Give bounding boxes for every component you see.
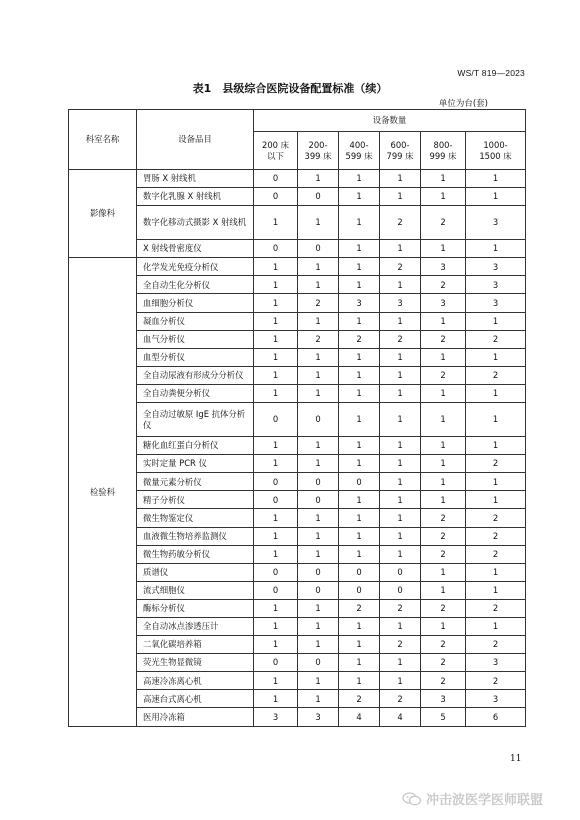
value-cell: 2 [298, 330, 339, 348]
value-cell: 3 [466, 206, 526, 240]
value-cell: 3 [254, 708, 298, 726]
table-row [69, 509, 526, 527]
table-row [69, 636, 526, 654]
table-title: 表1 县级综合医院设备配置标准（续） [192, 82, 388, 95]
bed-col-line: 200 床 [261, 140, 290, 150]
value-cell: 1 [380, 654, 421, 672]
value-cell: 0 [254, 403, 298, 437]
value-cell: 0 [298, 403, 339, 437]
item-cell: 数字化移动式摄影 X 射线机 [137, 206, 254, 240]
value-cell: 2 [421, 509, 466, 527]
value-cell: 2 [466, 509, 526, 527]
value-cell: 0 [298, 240, 339, 258]
value-cell: 0 [339, 473, 380, 491]
unit-label: 单位为台(套) [438, 99, 488, 109]
bed-col-line: 以下 [267, 150, 284, 161]
item-cell: 高速台式离心机 [137, 690, 254, 708]
value-cell: 0 [298, 654, 339, 672]
value-cell: 1 [380, 276, 421, 294]
standard-code: WS/T 819—2023 [457, 68, 525, 78]
value-cell: 1 [298, 509, 339, 527]
item-cell: 全自动尿液有形成分分析仪 [137, 366, 254, 384]
value-cell: 1 [466, 312, 526, 330]
value-cell: 1 [421, 563, 466, 581]
value-cell: 1 [380, 491, 421, 509]
value-cell: 1 [466, 491, 526, 509]
value-cell: 0 [298, 491, 339, 509]
value-cell: 1 [421, 403, 466, 437]
value-cell: 4 [339, 708, 380, 726]
value-cell: 1 [380, 312, 421, 330]
item-cell: 微生物鉴定仪 [137, 509, 254, 527]
table-row [69, 366, 526, 384]
value-cell: 1 [298, 384, 339, 402]
item-cell: 血型分析仪 [137, 348, 254, 366]
bed-col-line: 800- [433, 140, 453, 150]
value-cell: 1 [254, 509, 298, 527]
bed-col-header [421, 132, 466, 170]
value-cell: 3 [298, 708, 339, 726]
value-cell: 3 [466, 690, 526, 708]
bed-col-header [466, 132, 526, 170]
table-row [69, 403, 526, 437]
item-cell: 高速冷冻离心机 [137, 672, 254, 690]
value-cell: 1 [254, 206, 298, 240]
value-cell: 1 [421, 455, 466, 473]
value-cell: 1 [254, 294, 298, 312]
value-cell: 1 [339, 258, 380, 276]
value-cell: 1 [421, 348, 466, 366]
table-row [69, 654, 526, 672]
value-cell: 0 [254, 170, 298, 188]
table-row [69, 330, 526, 348]
value-cell: 2 [466, 366, 526, 384]
item-cell: 全自动粪便分析仪 [137, 384, 254, 402]
dept-cell: 检验科 [69, 258, 137, 726]
value-cell: 1 [298, 366, 339, 384]
value-cell: 1 [254, 545, 298, 563]
bed-col-header [298, 132, 339, 170]
value-cell: 1 [339, 636, 380, 654]
value-cell: 1 [339, 654, 380, 672]
value-cell: 0 [298, 473, 339, 491]
value-cell: 2 [421, 276, 466, 294]
value-cell: 1 [254, 527, 298, 545]
value-cell: 1 [298, 617, 339, 635]
value-cell: 1 [380, 170, 421, 188]
value-cell: 1 [339, 348, 380, 366]
value-cell: 2 [421, 599, 466, 617]
value-cell: 1 [421, 473, 466, 491]
value-cell: 1 [466, 403, 526, 437]
value-cell: 1 [254, 599, 298, 617]
value-cell: 1 [380, 240, 421, 258]
value-cell: 1 [254, 330, 298, 348]
value-cell: 1 [339, 276, 380, 294]
item-cell: X 射线骨密度仪 [137, 240, 254, 258]
value-cell: 1 [466, 240, 526, 258]
value-cell: 2 [339, 690, 380, 708]
value-cell: 1 [339, 545, 380, 563]
value-cell: 1 [466, 563, 526, 581]
item-cell: 微生物药敏分析仪 [137, 545, 254, 563]
item-cell: 胃肠 X 射线机 [137, 170, 254, 188]
value-cell: 1 [421, 491, 466, 509]
value-cell: 5 [421, 708, 466, 726]
value-cell: 2 [466, 527, 526, 545]
value-cell: 1 [298, 258, 339, 276]
value-cell: 2 [298, 294, 339, 312]
table-row [69, 545, 526, 563]
value-cell: 1 [339, 206, 380, 240]
value-cell: 1 [339, 437, 380, 455]
bed-col-line: 799 床 [386, 150, 414, 161]
value-cell: 0 [254, 654, 298, 672]
value-cell: 1 [298, 672, 339, 690]
value-cell: 1 [298, 455, 339, 473]
value-cell: 2 [380, 330, 421, 348]
header-dept: 科室名称 [69, 110, 137, 170]
value-cell: 1 [380, 509, 421, 527]
value-cell: 1 [380, 437, 421, 455]
item-cell: 二氧化碳培养箱 [137, 636, 254, 654]
value-cell: 2 [421, 366, 466, 384]
value-cell: 3 [421, 294, 466, 312]
value-cell: 0 [339, 563, 380, 581]
value-cell: 0 [254, 473, 298, 491]
value-cell: 1 [298, 348, 339, 366]
value-cell: 1 [298, 170, 339, 188]
value-cell: 1 [380, 188, 421, 206]
value-cell: 1 [254, 312, 298, 330]
value-cell: 1 [254, 617, 298, 635]
item-cell: 全自动生化分析仪 [137, 276, 254, 294]
value-cell: 3 [421, 258, 466, 276]
table-row [69, 294, 526, 312]
table-row [69, 617, 526, 635]
value-cell: 3 [339, 294, 380, 312]
value-cell: 2 [421, 636, 466, 654]
item-cell: 血液微生物培养监测仪 [137, 527, 254, 545]
value-cell: 2 [380, 206, 421, 240]
value-cell: 1 [254, 348, 298, 366]
wechat-icon [402, 792, 422, 806]
value-cell: 1 [466, 348, 526, 366]
watermark [402, 789, 543, 808]
value-cell: 1 [298, 545, 339, 563]
value-cell: 1 [339, 312, 380, 330]
value-cell: 2 [380, 636, 421, 654]
table-row [69, 672, 526, 690]
item-cell: 实时定量 PCR 仪 [137, 455, 254, 473]
item-cell: 医用冷冻箱 [137, 708, 254, 726]
page-number: 11 [510, 754, 522, 764]
bed-col-line: 399 床 [304, 150, 332, 161]
value-cell: 1 [254, 455, 298, 473]
value-cell: 1 [298, 206, 339, 240]
value-cell: 3 [466, 294, 526, 312]
value-cell: 1 [339, 403, 380, 437]
value-cell: 2 [466, 599, 526, 617]
value-cell: 3 [380, 294, 421, 312]
item-cell: 全自动冰点渗透压计 [137, 617, 254, 635]
value-cell: 1 [466, 384, 526, 402]
value-cell: 1 [254, 366, 298, 384]
value-cell: 6 [466, 708, 526, 726]
value-cell: 3 [466, 258, 526, 276]
value-cell: 2 [339, 330, 380, 348]
value-cell: 2 [380, 599, 421, 617]
header-qty: 设备数量 [254, 110, 526, 132]
value-cell: 1 [339, 240, 380, 258]
equipment-table [68, 109, 526, 727]
bed-col-line: 400- [349, 140, 369, 150]
value-cell: 0 [380, 563, 421, 581]
value-cell: 1 [466, 617, 526, 635]
value-cell: 1 [254, 672, 298, 690]
value-cell: 1 [421, 384, 466, 402]
value-cell: 0 [380, 581, 421, 599]
item-cell: 血细胞分析仪 [137, 294, 254, 312]
value-cell: 0 [298, 563, 339, 581]
value-cell: 1 [254, 258, 298, 276]
value-cell: 3 [466, 654, 526, 672]
value-cell: 2 [466, 545, 526, 563]
item-cell: 微量元素分析仪 [137, 473, 254, 491]
table-row [69, 276, 526, 294]
value-cell: 0 [298, 188, 339, 206]
value-cell: 1 [421, 240, 466, 258]
bed-col-line: 1000- [483, 140, 508, 150]
table-row [69, 563, 526, 581]
value-cell: 1 [254, 690, 298, 708]
value-cell: 1 [421, 617, 466, 635]
value-cell: 2 [339, 599, 380, 617]
header-item: 设备品目 [137, 110, 254, 170]
item-cell: 质谱仪 [137, 563, 254, 581]
value-cell: 2 [421, 672, 466, 690]
value-cell: 1 [380, 617, 421, 635]
table-row [69, 312, 526, 330]
table-row [69, 384, 526, 402]
value-cell: 1 [254, 636, 298, 654]
table-row [69, 599, 526, 617]
table-row [69, 473, 526, 491]
bed-col-header [339, 132, 380, 170]
value-cell: 1 [421, 188, 466, 206]
value-cell: 2 [421, 654, 466, 672]
value-cell: 1 [421, 581, 466, 599]
value-cell: 0 [254, 563, 298, 581]
value-cell: 0 [254, 581, 298, 599]
table-row [69, 527, 526, 545]
value-cell: 2 [466, 672, 526, 690]
value-cell: 1 [339, 527, 380, 545]
value-cell: 1 [339, 491, 380, 509]
value-cell: 1 [380, 527, 421, 545]
value-cell: 1 [380, 672, 421, 690]
value-cell: 1 [298, 527, 339, 545]
value-cell: 1 [380, 473, 421, 491]
item-cell: 凝血分析仪 [137, 312, 254, 330]
item-cell: 血气分析仪 [137, 330, 254, 348]
table-row [69, 690, 526, 708]
bed-col-header [254, 132, 298, 170]
value-cell: 2 [466, 330, 526, 348]
value-cell: 1 [466, 437, 526, 455]
value-cell: 1 [380, 545, 421, 563]
table-row [69, 708, 526, 726]
item-cell: 数字化乳腺 X 射线机 [137, 188, 254, 206]
value-cell: 2 [421, 206, 466, 240]
value-cell: 1 [380, 455, 421, 473]
value-cell: 1 [298, 690, 339, 708]
value-cell: 1 [339, 384, 380, 402]
value-cell: 1 [421, 312, 466, 330]
item-cell: 荧光生物显微镜 [137, 654, 254, 672]
value-cell: 1 [380, 366, 421, 384]
value-cell: 0 [339, 581, 380, 599]
value-cell: 1 [298, 599, 339, 617]
bed-col-line: 600- [390, 140, 410, 150]
value-cell: 2 [466, 455, 526, 473]
value-cell: 1 [254, 384, 298, 402]
value-cell: 2 [421, 545, 466, 563]
value-cell: 3 [466, 276, 526, 294]
table-row [69, 240, 526, 258]
value-cell: 1 [339, 617, 380, 635]
item-cell: 全自动过敏原 IgE 抗体分析仪 [137, 403, 254, 437]
value-cell: 1 [380, 348, 421, 366]
value-cell: 1 [339, 509, 380, 527]
table-row [69, 188, 526, 206]
value-cell: 1 [466, 188, 526, 206]
value-cell: 2 [421, 330, 466, 348]
table-row [69, 581, 526, 599]
item-cell: 化学发光免疫分析仪 [137, 258, 254, 276]
value-cell: 4 [380, 708, 421, 726]
value-cell: 2 [421, 527, 466, 545]
value-cell: 1 [421, 170, 466, 188]
value-cell: 0 [254, 240, 298, 258]
table-row [69, 258, 526, 276]
value-cell: 3 [421, 690, 466, 708]
value-cell: 2 [380, 258, 421, 276]
table-row [69, 348, 526, 366]
value-cell: 1 [339, 170, 380, 188]
value-cell: 1 [466, 581, 526, 599]
bed-col-header [380, 132, 421, 170]
table-row [69, 455, 526, 473]
value-cell: 1 [380, 384, 421, 402]
value-cell: 1 [254, 437, 298, 455]
table-row [69, 206, 526, 240]
value-cell: 2 [380, 690, 421, 708]
value-cell: 0 [254, 491, 298, 509]
bed-col-line: 1500 床 [479, 150, 512, 161]
value-cell: 1 [298, 312, 339, 330]
value-cell: 1 [339, 455, 380, 473]
item-cell: 糖化血红蛋白分析仪 [137, 437, 254, 455]
value-cell: 0 [254, 188, 298, 206]
bed-col-line: 599 床 [345, 150, 373, 161]
value-cell: 1 [421, 437, 466, 455]
table-row [69, 437, 526, 455]
value-cell: 1 [298, 636, 339, 654]
item-cell: 酶标分析仪 [137, 599, 254, 617]
bed-col-line: 200- [308, 140, 328, 150]
table-row [69, 170, 526, 188]
item-cell: 精子分析仪 [137, 491, 254, 509]
value-cell: 1 [254, 276, 298, 294]
value-cell: 1 [298, 276, 339, 294]
watermark-text: 冲击波医学医师联盟 [426, 793, 544, 808]
value-cell: 1 [380, 403, 421, 437]
value-cell: 2 [466, 636, 526, 654]
value-cell: 1 [339, 672, 380, 690]
value-cell: 1 [298, 437, 339, 455]
value-cell: 1 [339, 188, 380, 206]
table-row [69, 491, 526, 509]
item-cell: 流式细胞仪 [137, 581, 254, 599]
value-cell: 1 [466, 473, 526, 491]
dept-cell: 影像科 [69, 170, 137, 258]
value-cell: 1 [466, 170, 526, 188]
value-cell: 0 [298, 581, 339, 599]
bed-col-line: 999 床 [429, 150, 457, 161]
value-cell: 1 [339, 366, 380, 384]
